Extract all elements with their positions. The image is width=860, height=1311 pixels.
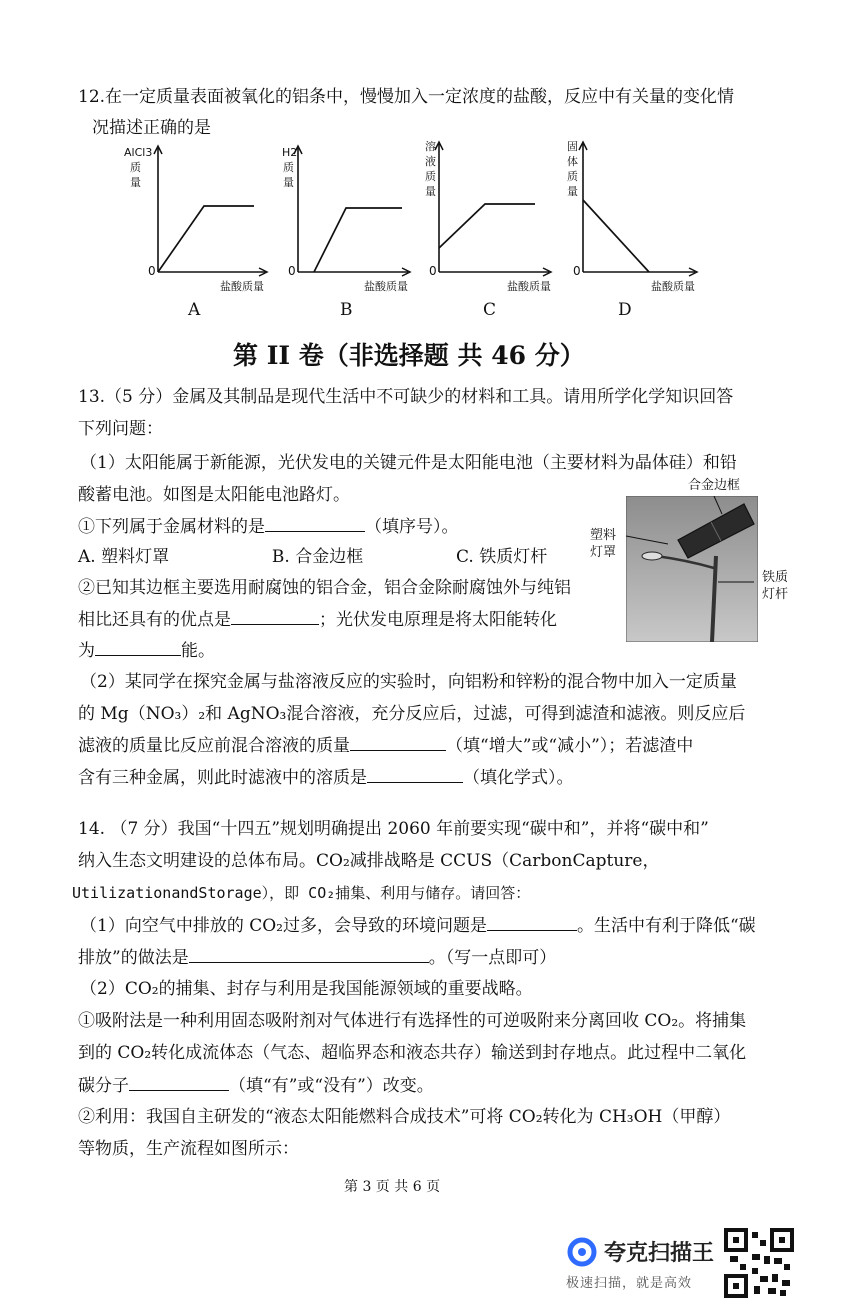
q13-line2: 下列问题： [78,419,163,439]
q13-line8: 相比还具有的优点是 ；光伏发电原理是将太阳能转化 [78,610,557,630]
answer-blank-solute[interactable] [367,766,463,783]
svg-text:溶: 溶 [425,140,436,153]
svg-text:量: 量 [283,176,294,189]
lamp-label-pole-2: 灯杆 [762,587,789,602]
q13-line5: ①下列属于金属材料的是 （填序号）。 [78,517,459,537]
q13-line7: ②已知其边框主要选用耐腐蚀的铝合金，铝合金除耐腐蚀外与纯铝 [78,578,571,598]
answer-blank-molecule[interactable] [129,1074,229,1091]
q14-line5: 排放”的做法是 。（写一点即可） [78,948,557,968]
svg-text:量: 量 [425,185,436,198]
svg-text:质: 质 [425,170,436,183]
brand-slogan: 极速扫描，就是高效 [566,1276,693,1291]
answer-blank-advantage[interactable] [231,608,319,625]
q12-stem-line1: 12.在一定质量表面被氧化的铝条中，慢慢加入一定浓度的盐酸，反应中有关量的变化情 [78,87,735,107]
svg-text:0: 0 [573,264,581,278]
chart-b-curve [314,208,402,272]
chart-a-xlabel: 盐酸质量 [220,280,264,293]
svg-text:0: 0 [429,264,437,278]
svg-text:量: 量 [567,185,578,198]
q14-line1: 14. （7 分）我国“十四五”规划明确提出 2060 年前要实现“碳中和”，并将“碳中和” [78,819,709,839]
q14-line11: 等物质，生产流程如图所示： [78,1139,299,1159]
svg-text:盐酸质量: 盐酸质量 [364,280,408,293]
answer-blank-env-problem[interactable] [487,914,577,931]
q13-line1: 13.（5 分）金属及其制品是现代生活中不可缺少的材料和工具。请用所学化学知识回答 [78,387,734,407]
q14-line9: 碳分子 （填“有”或“没有”）改变。 [78,1076,434,1096]
q14-line10: ②利用：我国自主研发的“液态太阳能燃料合成技术”可将 CO₂转化为 CH₃OH（甲醇） [78,1107,731,1127]
quark-logo-icon [566,1236,598,1268]
brand-name: 夸克扫描王 [604,1241,715,1266]
q13-line3: （1）太阳能属于新能源，光伏发电的关键元件是太阳能电池（主要材料为晶体硅）和铅 [80,453,737,473]
section-title: 第 II 卷（非选择题 共 46 分） [233,341,585,370]
svg-text:盐酸质量: 盐酸质量 [507,280,551,293]
chart-d-curve [583,200,649,272]
lamp-shade [642,552,662,560]
lamp-label-frame: 合金边框 [688,478,741,493]
svg-text:固: 固 [567,140,578,153]
page-number: 第 3 页 共 6 页 [344,1179,441,1195]
lamp-label-shade-2: 灯罩 [590,545,617,560]
chart-b [262,140,422,300]
q13-line12: 滤液的质量比反应前混合溶液的质量 （填“增大”或“减小”）；若滤渣中 [78,736,694,756]
answer-blank-mass[interactable] [350,734,446,751]
q14-line2: 纳入生态文明建设的总体布局。CO₂减排战略是 CCUS（CarbonCapture， [78,851,660,871]
chart-a-ylabel-1: AlCl3 [124,146,153,159]
option-a: A. 塑料灯罩 [78,547,170,567]
q14-line7: ①吸附法是一种利用固态吸附剂对气体进行有选择性的可逆吸附来分离回收 CO₂。将捕集 [78,1011,747,1031]
q13-line4: 酸蓄电池。如图是太阳能电池路灯。 [78,485,350,505]
chart-a-letter: A [188,300,201,320]
q13-options [78,546,547,568]
option-c: C. 铁质灯杆 [456,547,548,567]
lamp-label-pole-1: 铁质 [762,570,789,585]
q13-line9: 为 能。 [78,641,215,661]
answer-blank-energy[interactable] [95,639,181,656]
q13-line13: 含有三种金属，则此时滤液中的溶质是 （填化学式）。 [78,768,574,788]
chart-a-curve [158,206,254,272]
q14-line4: （1）向空气中排放的 CO₂过多，会导致的环境问题是 。生活中有利于降低“碳 [80,916,756,936]
svg-text:H2: H2 [282,146,298,159]
svg-text:0: 0 [288,264,296,278]
answer-blank-metal[interactable] [265,515,365,532]
chart-b-letter: B [340,300,353,320]
svg-text:质: 质 [567,170,578,183]
chart-a-ylabel-3: 量 [130,176,141,189]
q14-line8: 到的 CO₂转化成流体态（气态、超临界态和液态共存）输送到封存地点。此过程中二氧化 [78,1043,747,1063]
q13-line10: （2）某同学在探究金属与盐溶液反应的实验时，向铝粉和锌粉的混合物中加入一定质量 [80,672,737,692]
option-b: B. 合金边框 [271,547,364,567]
solar-lamp-photo [626,496,758,642]
chart-d [545,136,710,300]
svg-text:体: 体 [567,155,578,168]
q12-stem-line2: 况描述正确的是 [92,118,211,138]
svg-text:质: 质 [283,161,294,174]
svg-text:液: 液 [425,155,436,168]
chart-c-curve [439,204,535,248]
q14-line6: （2）CO₂的捕集、封存与利用是我国能源领域的重要战略。 [80,979,533,999]
chart-a [120,140,280,300]
chart-c-letter: C [483,300,497,320]
q13-line11: 的 Mg（NO₃）₂和 AgNO₃混合溶液，充分反应后，过滤，可得到滤渣和滤液。则反应后 [78,704,746,724]
answer-blank-low-carbon[interactable] [189,946,429,963]
q14-line3: UtilizationandStorage），即 CO₂捕集、利用与储存。请回答： [72,884,531,902]
chart-d-letter: D [618,300,632,320]
svg-text:盐酸质量: 盐酸质量 [651,280,695,293]
lamp-label-shade-1: 塑料 [590,528,617,543]
chart-a-origin: 0 [148,264,156,278]
chart-c [403,136,563,300]
qr-code-icon [724,1228,794,1298]
chart-a-ylabel-2: 质 [130,161,141,174]
